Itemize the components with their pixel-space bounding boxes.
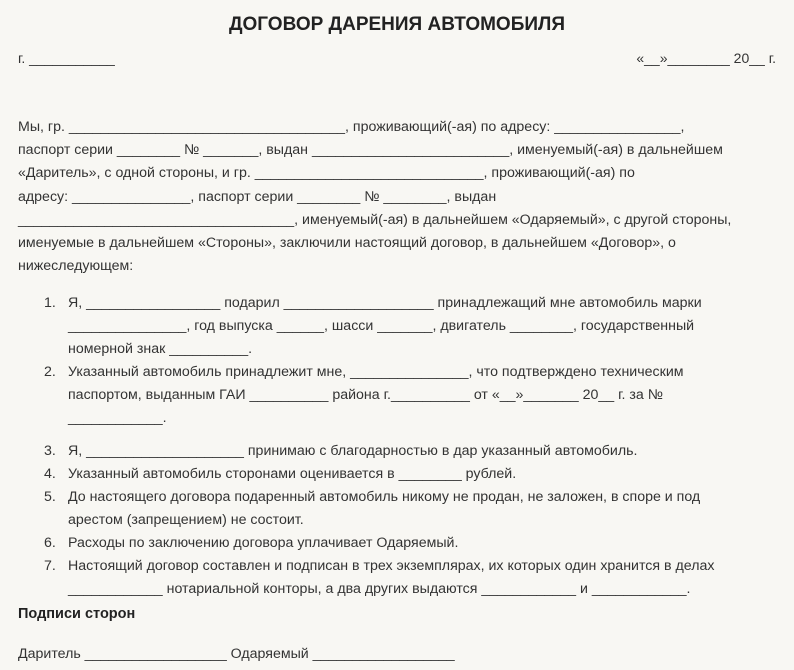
term-number: 7. [44, 558, 56, 574]
term-number: 6. [44, 535, 56, 551]
term-item [44, 440, 784, 463]
signatures-heading: Подписи сторон [18, 606, 136, 622]
term-line: Указанный автомобиль сторонами оценивается в ________ рублей. [68, 466, 517, 482]
term-line: арестом (запрещением) не состоит. [68, 512, 304, 528]
intro-line: нижеследующем: [18, 258, 134, 275]
term-line: ____________. [68, 410, 167, 426]
term-line: Настоящий договор составлен и подписан в трех экземплярах, их которых один хранится в делах [68, 558, 715, 574]
term-line: Расходы по заключению договора уплачивает Одаряемый. [68, 535, 459, 551]
signatures-line: Даритель __________________ Одаряемый __________________ [18, 646, 455, 662]
term-line: номерной знак __________. [68, 341, 253, 357]
term-number: 1. [44, 295, 56, 311]
term-number: 3. [44, 443, 56, 459]
term-line: ____________ нотариальной конторы, а два других выдаются ____________ и ____________. [68, 581, 691, 597]
intro-line: Мы, гр. ___________________________________, проживающий(-ая) по адресу: ________________, [18, 119, 685, 135]
intro-line: «Даритель», с одной стороны, и гр. _____________________________, проживающий(-ая) по [18, 165, 635, 182]
term-line: Указанный автомобиль принадлежит мне, _______________, что подтверждено техническим [68, 364, 684, 380]
term-line: _______________, год выпуска ______, шасси _______, двигатель ________, государственный [68, 318, 695, 334]
term-number: 4. [44, 466, 56, 482]
intro-line: адресу: _______________, паспорт серии ________ № ________, выдан [18, 188, 497, 205]
term-item [44, 555, 784, 601]
term-line: Я, _________________ подарил ___________________ принадлежащий мне автомобиль марки [68, 295, 702, 311]
term-item [44, 292, 784, 361]
term-number: 5. [44, 489, 56, 505]
term-item [44, 361, 784, 430]
intro-line: ___________________________________, именуемый(-ая) в дальнейшем «Одаряемый», с другой стороны, [18, 211, 732, 228]
date-line: «__»________ 20__ г. [636, 50, 776, 66]
intro-line: именуемые в дальнейшем «Стороны», заключили настоящий договор, в дальнейшем «Договор», о [18, 235, 676, 252]
term-item [44, 463, 784, 486]
city-line: г. ___________ [18, 50, 115, 66]
term-line: паспортом, выданным ГАИ __________ района г.__________ от «__»_______ 20__ г. за № [68, 387, 663, 403]
term-item [44, 486, 784, 532]
document-title: ДОГОВОР ДАРЕНИЯ АВТОМОБИЛЯ [228, 14, 566, 35]
intro-line: паспорт серии ________ № _______, выдан _________________________, именуемый(-ая) в дальнейшем [18, 142, 723, 159]
term-number: 2. [44, 364, 56, 380]
terms-list [44, 292, 784, 601]
term-item [44, 532, 784, 555]
term-line: Я, ____________________ принимаю с благодарностью в дар указанный автомобиль. [68, 443, 638, 459]
intro-paragraph [18, 116, 778, 278]
term-line: До настоящего договора подаренный автомобиль никому не продан, не заложен, в споре и под [68, 489, 701, 505]
